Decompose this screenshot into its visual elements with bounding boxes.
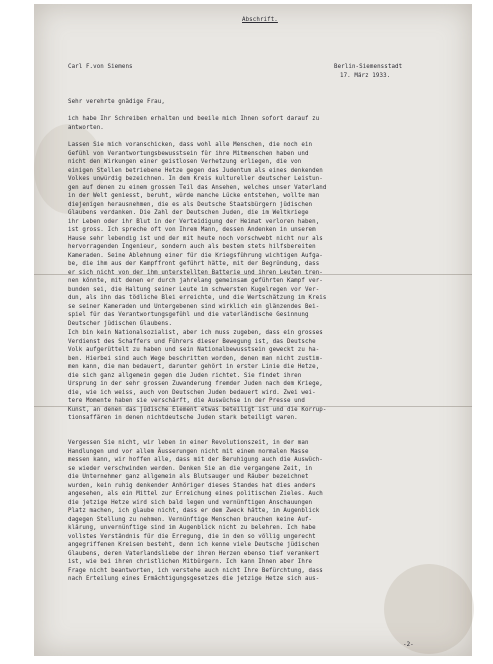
- letter-date: 17. März 1933.: [340, 73, 391, 79]
- salutation: Sehr verehrte gnädige Frau,: [68, 99, 165, 105]
- page-number: -2-: [403, 642, 414, 648]
- sender-name: Carl F.von Siemens: [68, 64, 133, 70]
- paragraph-4: Vergessen Sie nicht, wir leben in einer Revolutionszeit, in der man Handlungen und vor allem Äusserungen nicht mit einem normalen Masse messen kann, wir hoffen alle, dass mit der Beruhigung auch die Auswüch- se wieder verschwinden werden. Denken Sie an die vergangene Zeit, in die Unternehmer ganz allgemein als Blutsauger und Räuber bezeichnet wurden, kein ruhig denkender Anhöriger dieses Standes hat dies anders angesehen, als ein Mittel zur Erreichung eines politischen Zieles. Auch die jetzige Hetze wird sich bald legen und vernünftigen Anschauungen Platz machen, ich glaube nicht, dass er dem Zweck hätte, im Augenblick dagegen Stellung zu nehmen. Vernünftige Menschen brauchen keine Auf- klärung, unvernünftige sind im Augenblick nicht zu belehren. Ich habe vollstes Verständnis für die Erregung, die in den so völlig ungerecht angegriffenen Kreisen besteht, denn ich kenne viele Deutsche jüdischen Glaubens, deren Vaterlandsliebe der ihren Herzen ebenso tief verankert ist, wie bei ihren christlichen Mitbürgern. Ich kann Ihnen aber Ihre Frage nicht beantworten, ich verstehe auch nicht Ihre Befürchtung, dass nach Erteilung eines Ermächtigungsgesetzes die jetzige Hetze sich aus-: [68, 440, 323, 582]
- letter-sheet: [34, 4, 472, 656]
- document-heading: Abschrift.: [242, 17, 278, 23]
- paragraph-1: ich habe Ihr Schreiben erhalten und beeile mich Ihnen sofort darauf zu antworten.: [68, 116, 320, 131]
- paragraph-3: Ich bin kein Nationalsozialist, aber ich muss zugeben, dass ein grosses Verdienst des Schaffers und Führers dieser Bewegung ist, das Deutsche Volk aufgerüttelt zu haben und sein Nationalbewusstsein geweckt zu ha- ben. Hierbei sind auch Wege beschritten worden, denen man nicht zustim- men kann, die man bedauert, darunter gehört in erster Linie die Hetze, die sich ganz allgemein gegen die Juden richtet. Sie findet ihren Ursprung in der sehr grossen Zuwanderung fremder Juden nach dem Kriege, die, wie ich weiss, auch von Deutschen Juden bedauert wird. Zwei wei- tere Momente haben sie verschärft, die Auswüchse in der Presse und Kunst, an denen das jüdische Element etwas beteiligt ist und die Korrup- tionsaffären in denen nichtdeutsche Juden stark beteiligt waren.: [68, 330, 327, 421]
- paragraph-2: Lassen Sie mich voranschicken, dass wohl alle Menschen, die noch ein Gefühl von Verantwortungsbewusstsein für ihre Mitmenschen haben und nicht den Wirkungen einer geistlosen Verhetzung erliegen, die von einigen Stellen betriebene Hetze gegen das Judentum als eines denkenden Volkes unwürdig bezeichnen. In dem Kreis kultureller deutscher Leistun- gen auf denen zu einem grossen Teil das Ansehen, welches unser Vaterland in der Welt geniesst, beruht, würde manche Lücke entstehen, wollte man diejenigen herausnehmen, die es als Deutsche Staatsbürgern jüdischen Glaubens verdanken. Die Zahl der Deutschen Juden, die im Weltkriege ihr Leben oder ihr Blut in der Verteidigung der Heimat verloren haben, ist gross. Ich spreche oft von Ihrem Mann, dessen Andenken in unserem Hause sehr lebendig ist und der mit heute noch vorschwebt nicht nur als hervorragenden Ingenieur, sondern auch als bestem stets hilfsbereiten Kameraden. Seine Ablehnung einer für die Kriegsführung wichtigen Aufga- be, die ihm aus der Kampffront geführt hätte, mit der Begründung, dass er sich nicht von der ihm unterstellten Batterie und ihren Leuten tren- nen könnte, mit denen er durch jahrelang gemeinsam geführten Kampf ver- bunden sei, die Haltung seiner Leute im schwersten Kugelregen vor Ver- dun, als ihn das tödliche Blei erreichte, und die Wertschätzung im Kreis se seiner Kameraden und Untergebenen sind wirklich ein glänzendes Bei- spiel für das Verantwortungsgefühl und die vaterländische Gesinnung Deutscher jüdischen Glaubens.: [68, 142, 327, 327]
- letter-place: Berlin-Siemensstadt: [334, 64, 403, 70]
